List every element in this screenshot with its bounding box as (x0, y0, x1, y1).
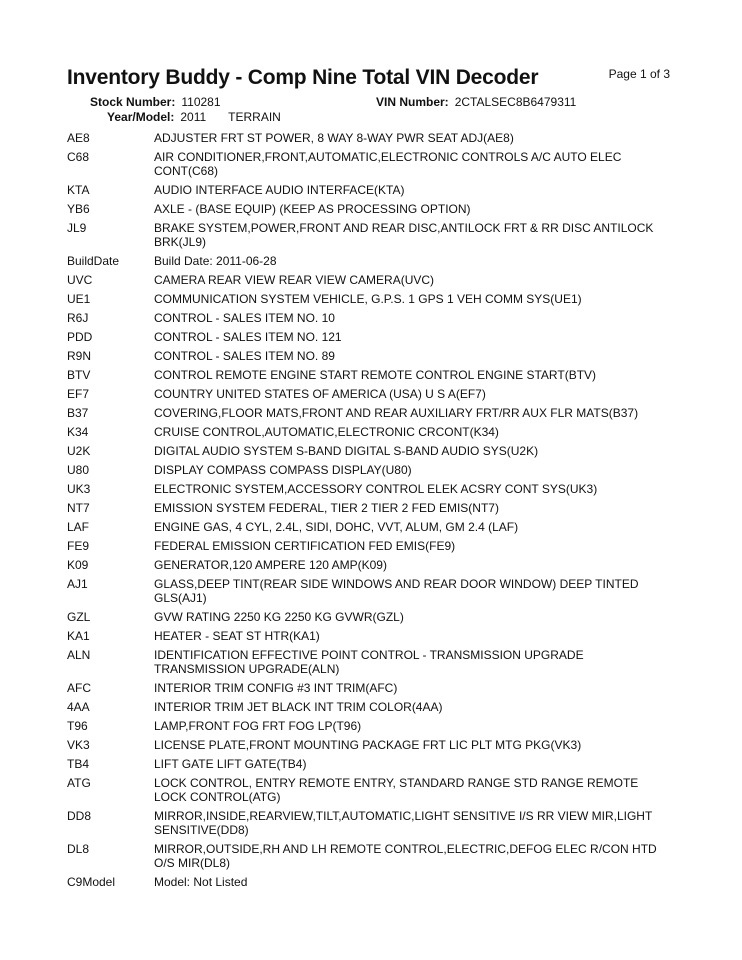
option-code: EF7 (67, 387, 90, 401)
option-code: TB4 (67, 757, 90, 771)
option-row (67, 520, 667, 534)
option-description: IDENTIFICATION EFFECTIVE POINT CONTROL - TRANSMISSION UPGRADE TRANSMISSION UPGRADE(ALN) (154, 648, 584, 676)
option-description: Model: Not Listed (154, 875, 248, 889)
option-description: GVW RATING 2250 KG 2250 KG GVWR(GZL) (154, 610, 404, 624)
option-row (67, 681, 667, 695)
option-description: ELECTRONIC SYSTEM,ACCESSORY CONTROL ELEK ACSRY CONT SYS(UK3) (154, 482, 598, 496)
option-row (67, 311, 667, 325)
vin-number-label: VIN Number: (376, 95, 449, 109)
option-code: R6J (67, 311, 89, 325)
option-description: INTERIOR TRIM JET BLACK INT TRIM COLOR(4AA) (154, 700, 443, 714)
option-description: FEDERAL EMISSION CERTIFICATION FED EMIS(FE9) (154, 539, 456, 553)
option-code: AE8 (67, 131, 90, 145)
option-description: COVERING,FLOOR MATS,FRONT AND REAR AUXILIARY FRT/RR AUX FLR MATS(B37) (154, 406, 639, 420)
option-row (67, 330, 667, 344)
option-code: PDD (67, 330, 93, 344)
option-row (67, 809, 667, 837)
option-row (67, 577, 667, 605)
option-row (67, 482, 667, 496)
option-row (67, 444, 667, 458)
option-description: CONTROL - SALES ITEM NO. 89 (154, 349, 335, 363)
option-description: MIRROR,INSIDE,REARVIEW,TILT,AUTOMATIC,LIGHT SENSITIVE I/S RR VIEW MIR,LIGHT SENSITIVE(DD8) (154, 809, 653, 837)
option-description: LIFT GATE LIFT GATE(TB4) (154, 757, 307, 771)
option-description: LOCK CONTROL, ENTRY REMOTE ENTRY, STANDARD RANGE STD RANGE REMOTE LOCK CONTROL(ATG) (154, 776, 639, 804)
option-row (67, 463, 667, 477)
option-description: AXLE - (BASE EQUIP) (KEEP AS PROCESSING OPTION) (154, 202, 471, 216)
option-code: K34 (67, 425, 89, 439)
option-code: YB6 (67, 202, 90, 216)
stock-number-label: Stock Number: (90, 95, 176, 109)
vin-number-field (376, 95, 576, 109)
option-row (67, 387, 667, 401)
option-description: COMMUNICATION SYSTEM VEHICLE, G.P.S. 1 GPS 1 VEH COMM SYS(UE1) (154, 292, 582, 306)
option-code: U2K (67, 444, 91, 458)
option-description: LICENSE PLATE,FRONT MOUNTING PACKAGE FRT LIC PLT MTG PKG(VK3) (154, 738, 582, 752)
option-code: ALN (67, 648, 91, 662)
year-value: 2011 (180, 110, 207, 124)
option-description: COUNTRY UNITED STATES OF AMERICA (USA) U S A(EF7) (154, 387, 486, 401)
option-description: AIR CONDITIONER,FRONT,AUTOMATIC,ELECTRONIC CONTROLS A/C AUTO ELEC CONT(C68) (154, 150, 622, 178)
option-row (67, 558, 667, 572)
option-code: AJ1 (67, 577, 88, 591)
option-description: GLASS,DEEP TINT(REAR SIDE WINDOWS AND REAR DOOR WINDOW) DEEP TINTED GLS(AJ1) (154, 577, 639, 605)
option-row (67, 610, 667, 624)
option-description: ADJUSTER FRT ST POWER, 8 WAY 8-WAY PWR SEAT ADJ(AE8) (154, 131, 514, 145)
option-description: DISPLAY COMPASS COMPASS DISPLAY(U80) (154, 463, 412, 477)
option-description: CONTROL - SALES ITEM NO. 10 (154, 311, 335, 325)
option-row (67, 425, 667, 439)
option-description: GENERATOR,120 AMPERE 120 AMP(K09) (154, 558, 387, 572)
option-description: EMISSION SYSTEM FEDERAL, TIER 2 TIER 2 FED EMIS(NT7) (154, 501, 499, 515)
option-code: KA1 (67, 629, 90, 643)
option-code: GZL (67, 610, 91, 624)
option-code: 4AA (67, 700, 90, 714)
option-row (67, 221, 667, 249)
option-code: DD8 (67, 809, 92, 823)
option-code: DL8 (67, 842, 90, 856)
option-code: FE9 (67, 539, 90, 553)
option-row (67, 292, 667, 306)
option-row (67, 150, 667, 178)
option-row (67, 539, 667, 553)
option-code: UE1 (67, 292, 91, 306)
option-description: AUDIO INTERFACE AUDIO INTERFACE(KTA) (154, 183, 405, 197)
option-description: MIRROR,OUTSIDE,RH AND LH REMOTE CONTROL,ELECTRIC,DEFOG ELEC R/CON HTD O/S MIR(DL8) (154, 842, 657, 870)
option-description: HEATER - SEAT ST HTR(KA1) (154, 629, 320, 643)
option-row (67, 738, 667, 752)
option-code: T96 (67, 719, 88, 733)
option-code: UK3 (67, 482, 91, 496)
vin-number-value: 2CTALSEC8B6479311 (454, 95, 577, 109)
option-row (67, 131, 667, 145)
option-description: LAMP,FRONT FOG FRT FOG LP(T96) (154, 719, 362, 733)
option-description: CONTROL REMOTE ENGINE START REMOTE CONTROL ENGINE START(BTV) (154, 368, 597, 382)
option-code: B37 (67, 406, 89, 420)
option-row (67, 349, 667, 363)
option-code: C68 (67, 150, 90, 164)
year-model-label: Year/Model: (107, 110, 175, 124)
option-description: ENGINE GAS, 4 CYL, 2.4L, SIDI, DOHC, VVT, ALUM, GM 2.4 (LAF) (154, 520, 519, 534)
option-code: BTV (67, 368, 91, 382)
option-row (67, 700, 667, 714)
option-description: CRUISE CONTROL,AUTOMATIC,ELECTRONIC CRCONT(K34) (154, 425, 499, 439)
option-row (67, 273, 667, 287)
option-code: LAF (67, 520, 90, 534)
option-description: INTERIOR TRIM CONFIG #3 INT TRIM(AFC) (154, 681, 398, 695)
option-code-list (67, 131, 667, 894)
option-row (67, 719, 667, 733)
option-row (67, 757, 667, 771)
option-row (67, 875, 667, 889)
option-row (67, 406, 667, 420)
option-code: JL9 (67, 221, 87, 235)
option-code: U80 (67, 463, 90, 477)
option-code: VK3 (67, 738, 90, 752)
option-row (67, 648, 667, 676)
option-description: CAMERA REAR VIEW REAR VIEW CAMERA(UVC) (154, 273, 435, 287)
option-row (67, 254, 667, 268)
model-value: TERRAIN (228, 110, 281, 124)
option-code: NT7 (67, 501, 90, 515)
option-description: DIGITAL AUDIO SYSTEM S-BAND DIGITAL S-BAND AUDIO SYS(U2K) (154, 444, 539, 458)
stock-number-value: 110281 (181, 95, 221, 109)
stock-number-field (90, 95, 221, 109)
option-row (67, 629, 667, 643)
year-model-field (107, 110, 281, 124)
option-row (67, 368, 667, 382)
option-code: AFC (67, 681, 91, 695)
option-row (67, 202, 667, 216)
option-code: KTA (67, 183, 90, 197)
option-row (67, 776, 667, 804)
option-row (67, 842, 667, 870)
option-description: Build Date: 2011-06-28 (154, 254, 277, 268)
option-code: C9Model (67, 875, 116, 889)
option-code: R9N (67, 349, 92, 363)
page-number: Page 1 of 3 (608, 67, 670, 81)
option-description: CONTROL - SALES ITEM NO. 121 (154, 330, 342, 344)
option-row (67, 501, 667, 515)
option-code: BuildDate (67, 254, 120, 268)
page-title: Inventory Buddy - Comp Nine Total VIN Decoder (67, 66, 539, 89)
option-code: UVC (67, 273, 93, 287)
option-code: K09 (67, 558, 89, 572)
option-description: BRAKE SYSTEM,POWER,FRONT AND REAR DISC,ANTILOCK FRT & RR DISC ANTILOCK BRK(JL9) (154, 221, 654, 249)
option-code: ATG (67, 776, 91, 790)
option-row (67, 183, 667, 197)
